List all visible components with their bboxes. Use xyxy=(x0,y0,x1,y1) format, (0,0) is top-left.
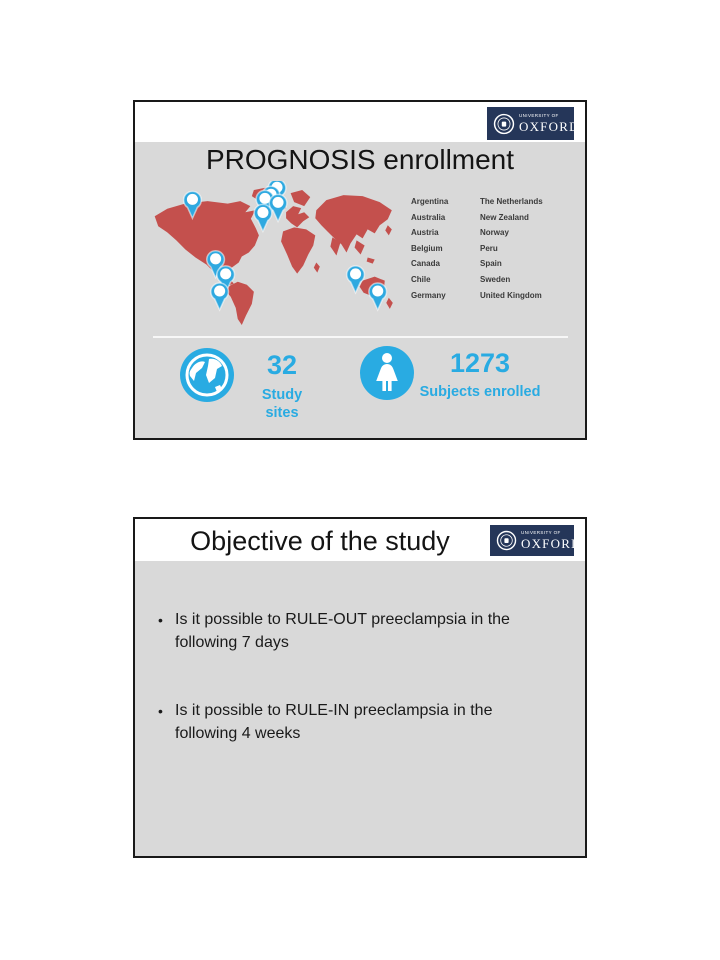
slide-objective-of-study xyxy=(133,517,587,858)
world-map-graphic xyxy=(147,181,399,327)
slide2-title: Objective of the study xyxy=(190,526,450,556)
country-label: New Zealand xyxy=(480,212,529,222)
study-sites-label: Study sites xyxy=(261,387,303,422)
country-list-column-1 xyxy=(411,198,480,307)
map-pin-icon xyxy=(269,194,287,221)
country-label: Spain xyxy=(480,259,502,269)
objective-bullet-list xyxy=(158,609,540,791)
globe-icon xyxy=(179,347,235,403)
region-scandinavia xyxy=(291,190,311,206)
logo-oxford-label: OXFORD xyxy=(519,119,580,134)
continent-asia xyxy=(315,195,392,252)
study-sites-count: 32 xyxy=(266,350,298,380)
oxford-logo-text xyxy=(521,531,582,550)
map-pin-icon xyxy=(369,283,387,310)
oxford-crest-icon xyxy=(493,113,515,135)
logo-university-of-label: UNIVERSITY OF xyxy=(521,530,561,535)
country-label: United Kingdom xyxy=(480,290,542,300)
continent-north-america xyxy=(155,201,259,286)
logo-university-of-label: UNIVERSITY OF xyxy=(519,113,559,118)
country-label: Canada xyxy=(411,259,440,269)
island-madagascar xyxy=(314,263,320,273)
island-japan xyxy=(385,225,392,235)
country-label: Argentina xyxy=(411,197,449,206)
subjects-enrolled-count: 1273 xyxy=(449,348,511,378)
country-list-column-2 xyxy=(480,198,580,307)
islands-indonesia xyxy=(367,258,375,264)
map-pin-icon xyxy=(254,204,272,231)
world-map xyxy=(147,181,399,327)
logo-oxford-label: OXFORD xyxy=(521,536,582,551)
continent-south-america xyxy=(225,282,254,325)
oxford-logo xyxy=(487,107,580,140)
region-southeast-asia xyxy=(355,240,365,254)
oxford-logo xyxy=(490,525,582,556)
bullet-rule-in: • Is it possible to RULE-IN preeclampsia in the following 4 weeks xyxy=(158,700,540,745)
subjects-enrolled-label: Subjects enrolled xyxy=(419,384,541,400)
bullet-rule-out: • Is it possible to RULE-OUT preeclampsia in the following 7 days xyxy=(158,609,540,654)
country-label: Belgium xyxy=(411,243,443,253)
country-label: The Netherlands xyxy=(480,197,543,206)
country-label: Germany xyxy=(411,290,446,300)
oxford-logo-text xyxy=(519,114,580,133)
country-label: Chile xyxy=(411,274,431,284)
map-pin-icon xyxy=(211,283,229,310)
slide1-title: PROGNOSIS enrollment xyxy=(205,144,515,175)
stats-divider xyxy=(153,336,568,338)
country-label: Norway xyxy=(480,228,509,238)
oxford-crest-icon xyxy=(496,530,517,551)
country-label: Australia xyxy=(411,212,446,222)
country-label: Peru xyxy=(480,243,498,253)
island-new-zealand xyxy=(386,298,393,309)
country-label: Sweden xyxy=(480,274,511,284)
country-label: Austria xyxy=(411,228,439,238)
slide-prognosis-enrollment xyxy=(133,100,587,440)
continent-europe xyxy=(286,206,309,227)
continent-africa xyxy=(281,227,315,273)
country-list xyxy=(411,198,580,307)
